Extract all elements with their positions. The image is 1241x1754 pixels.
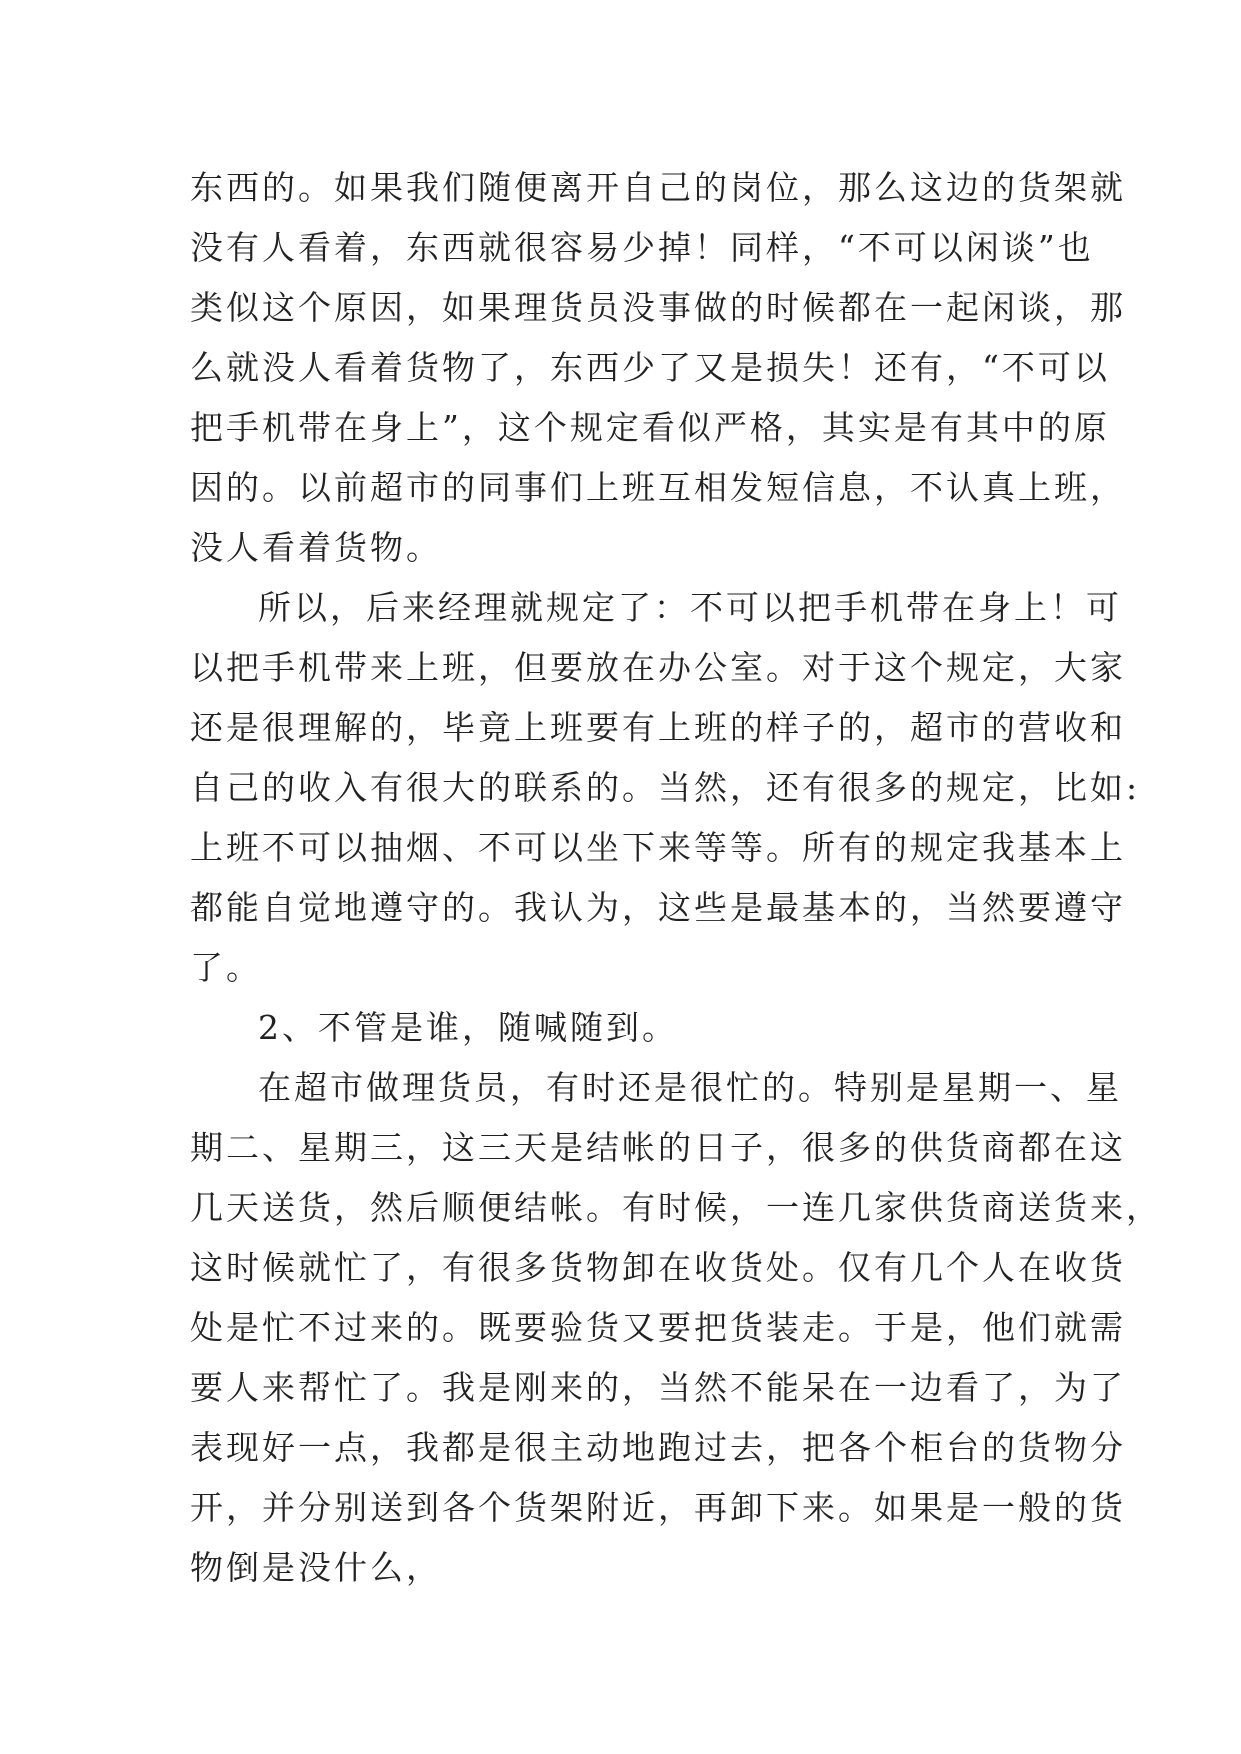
text-line: 没有人看着，东西就很容易少掉！同样，“不可以闲谈”也: [190, 228, 1094, 267]
text-line: 都能自觉地遵守的。我认为，这些是最基本的，当然要遵守: [190, 888, 1126, 927]
text-line: 还是很理解的，毕竟上班要有上班的样子的，超市的营收和: [190, 708, 1126, 747]
text-line: 类似这个原因，如果理货员没事做的时候都在一起闲谈，那: [190, 288, 1126, 327]
text-line: 期二、星期三，这三天是结帐的日子，很多的供货商都在这: [190, 1128, 1126, 1167]
text-line: 没人看着货物。: [190, 528, 442, 567]
text-line: 因的。以前超市的同事们上班互相发短信息，不认真上班，: [190, 468, 1126, 507]
text-line: 东西的。如果我们随便离开自己的岗位，那么这边的货架就: [190, 168, 1126, 207]
text-line: 上班不可以抽烟、不可以坐下来等等。所有的规定我基本上: [190, 828, 1126, 867]
text-line: 了。: [190, 948, 262, 987]
text-line: 物倒是没什么，: [190, 1548, 442, 1587]
text-line: 把手机带在身上”，这个规定看似严格，其实是有其中的原: [190, 408, 1110, 447]
text-line: 自己的收入有很大的联系的。当然，还有很多的规定，比如:: [190, 768, 1141, 807]
text-line: 这时候就忙了，有很多货物卸在收货处。仅有几个人在收货: [190, 1248, 1126, 1287]
text-line: 表现好一点，我都是很主动地跑过去，把各个柜台的货物分: [190, 1428, 1126, 1467]
text-line: 以把手机带来上班，但要放在办公室。对于这个规定，大家: [190, 648, 1126, 687]
text-line: 所以，后来经理就规定了：不可以把手机带在身上！可: [258, 588, 1122, 627]
text-line: 要人来帮忙了。我是刚来的，当然不能呆在一边看了，为了: [190, 1368, 1126, 1407]
body-text: [190, 158, 1162, 1598]
text-line: 几天送货，然后顺便结帐。有时候，一连几家供货商送货来，: [190, 1188, 1162, 1227]
text-line: 开，并分别送到各个货架附近，再卸下来。如果是一般的货: [190, 1488, 1126, 1527]
text-line: 处是忙不过来的。既要验货又要把货装走。于是，他们就需: [190, 1308, 1126, 1347]
text-line: 在超市做理货员，有时还是很忙的。特别是星期一、星: [258, 1068, 1122, 1107]
text-line: 2、不管是谁，随喊随到。: [258, 1008, 678, 1047]
text-line: 么就没人看着货物了，东西少了又是损失！还有，“不可以: [190, 348, 1110, 387]
